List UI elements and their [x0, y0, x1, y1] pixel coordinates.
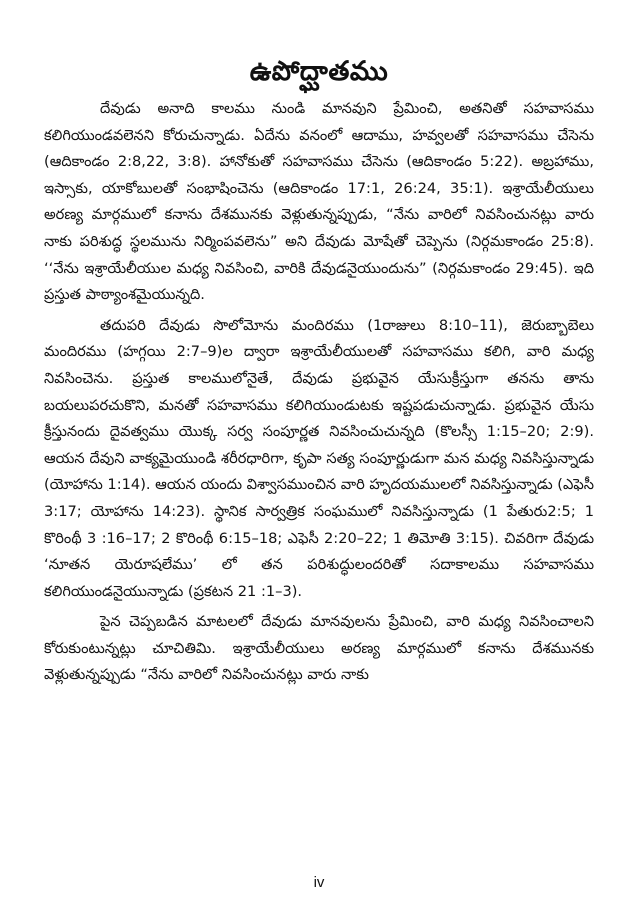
body-paragraph-3: పైన చెప్పబడిన మాటలలో దేవుడు మానవులను ప్రేమించి, వారి మధ్య నివసించాలని కోరుకుంటున్నట్లు చూచితిమి. ఇశ్రాయేలీయులు అరణ్య మార్గములో కనాను దేశమునకు వెళ్లుతున్నప్పుడు “నేను వారిలో నివసించునట్లు వారు నాకు — [44, 613, 594, 684]
page-number: iv — [313, 874, 325, 891]
body-paragraph-2: తదుపరి దేవుడు సొలోమోను మందిరము (1రాజులు 8:10–11), జెరుబ్బాబెలు మందిరము (హగ్గయి 2:7–9)ల ద్వారా ఇశ్రాయేలీయులతో సహవాసము కలిగి, వారి మధ్య నివసించెను. ప్రస్తుత కాలములోనైతే, దేవుడు ప్రభువైన యేసుక్రీస్తుగా తనను తాను బయలుపరచుకొని, మనతో సహవాసము కలిగియుండుటకు ఇష్టపడుచున్నాడు. ప్రభువైన యేసు క్రీస్తునందు దైవత్వము యొక్క సర్వ సంపూర్ణత నివసించుచున్నది (కొలస్సీ 1:15–20; 2:9). ఆయన దేవుని వాక్యమైయుండి శరీరధారిగా, కృపా సత్య సంపూర్ణుడుగా మన మధ్య నివసిస్తున్నాడు (యోహాను 1:14). ఆయన యందు విశ్వాసముంచిన వారి హృదయములలో నివసిస్తున్నాడు (ఎఫెసీ 3:17; యోహాను 14:23). స్థానిక సార్వత్రిక సంఘములో నివసిస్తున్నాడు (1 పేతురు2:5; 1 కొరింథీ 3 :16–17; 2 కొరింథీ 6:15–18; ఎఫెసీ 2:20–22; 1 తిమోతి 3:15). చివరిగా దేవుడు ‘నూతన యెరూషలేము’ లో తన పరిశుద్ధులందరితో సదాకాలము సహవాసము కలిగియుండనైయున్నాడు (ప్రకటన 21 :1–3). — [44, 316, 594, 600]
page-title: ఉపోద్ఘాతము — [249, 56, 389, 87]
body-paragraph-1: దేవుడు అనాది కాలము నుండి మానవుని ప్రేమించి, అతనితో సహవాసము కలిగియుండవలెనని కోరుచున్నాడు. ఏదేను వనంలో ఆదాము, హవ్వలతో సహవాసము చేసెను (ఆదికాండం 2:8,22, 3:8). హానోకుతో సహవాసము చేసెను (ఆదికాండం 5:22). అబ్రహాము, ఇస్సాకు, యాకోబులతో సంభాషించెను (ఆదికాండం 17:1, 26:24, 35:1). ఇశ్రాయేలీయులు అరణ్య మార్గములో కనాను దేశమునకు వెళ్లుతున్నప్పుడు, “నేను వారిలో నివసించునట్లు వారు నాకు పరిశుద్ధ స్థలమును నిర్మింపవలెను” అని దేవుడు మోషేతో చెప్పెను (నిర్గమకాండం 25:8). ‘‘నేను ఇశ్రాయేలీయుల మధ్య నివసించి, వారికి దేవుడనైయుందును” (నిర్గమకాండం 29:45). ఇది ప్రస్తుత పాఠ్యాంశమైయున్నది. — [44, 100, 594, 304]
